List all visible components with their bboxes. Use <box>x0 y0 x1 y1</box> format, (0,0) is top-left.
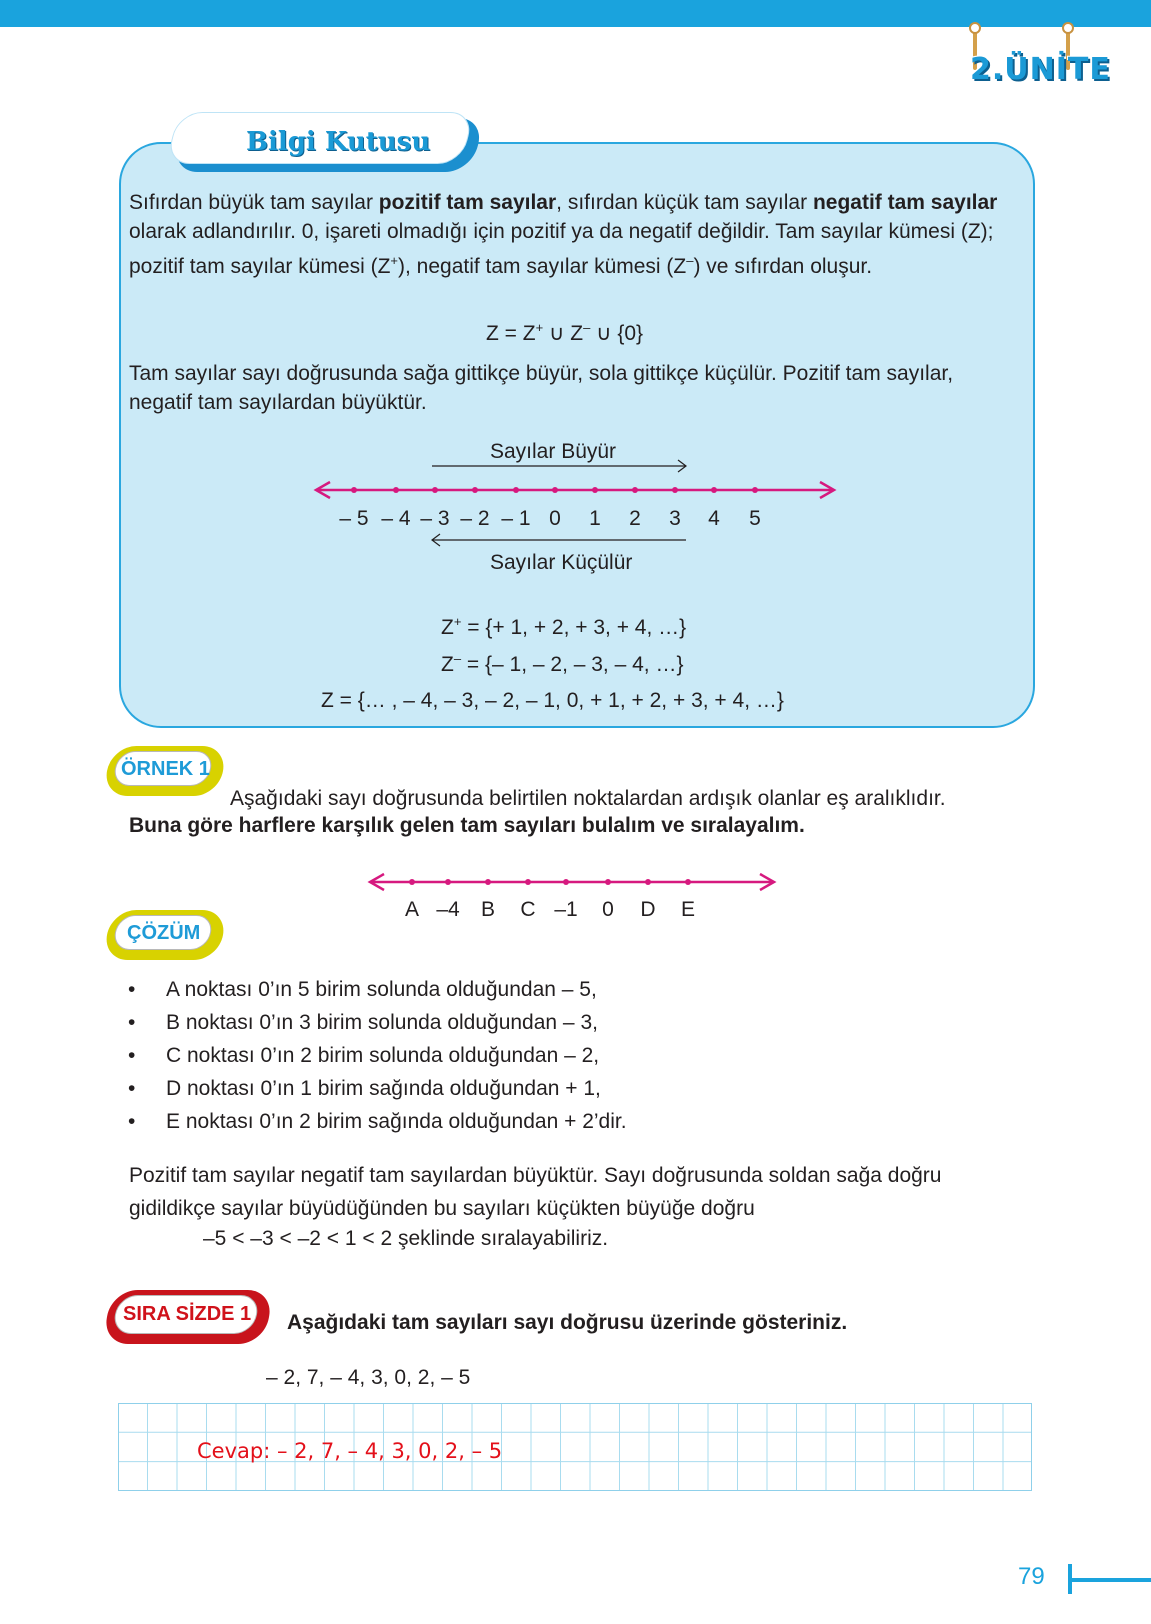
number-line-label: 0 <box>549 506 561 530</box>
number-line-label: 0 <box>602 897 614 918</box>
example-tab <box>107 746 223 796</box>
number-line-point <box>472 487 478 493</box>
info-paragraph-2: Tam sayılar sayı doğrusunda sağa gittikçe büyür, sola gittikçe küçülür. Pozitif tam sayılar, negatif tam sayılardan büyüktür. <box>129 362 954 414</box>
number-line-point <box>711 487 717 493</box>
number-line-label: E <box>680 897 696 918</box>
number-line-point <box>445 879 451 885</box>
info-box-title: Bilgi Kutusu <box>246 127 431 157</box>
number-line-label: 1 <box>589 506 601 530</box>
union-formula: Z = Z+ ∪ Z– ∪ {0} <box>486 320 644 345</box>
number-line-point <box>563 879 569 885</box>
example-line-1: Aşağıdaki sayı doğrusunda belirtilen noktalardan ardışık olanlar eş aralıklıdır. <box>230 787 946 810</box>
number-line-point <box>409 879 415 885</box>
number-line-label: – 4 <box>381 506 411 530</box>
info-number-line <box>300 432 860 582</box>
z-set: Z = {… , – 4, – 3, – 2, – 1, 0, + 1, + 2, + 3, + 4, …} <box>321 689 784 712</box>
number-line-point <box>513 487 519 493</box>
solution-tab <box>107 910 223 960</box>
number-line-label: –4 <box>436 897 460 918</box>
arrow-left-label: Sayılar Küçülür <box>490 551 633 574</box>
unit-badge-label: 2.ÜNİTE <box>970 52 1111 87</box>
solution-tab-label: ÇÖZÜM <box>127 922 201 944</box>
number-line-label: 3 <box>669 506 681 530</box>
number-line-point <box>752 487 758 493</box>
number-line-point <box>632 487 638 493</box>
number-line-point <box>351 487 357 493</box>
number-line-label: – 3 <box>420 506 450 530</box>
number-line-point <box>525 879 531 885</box>
zplus-set: Z+ = {+ 1, + 2, + 3, + 4, …} <box>441 614 687 639</box>
number-line-label: D <box>640 897 656 918</box>
number-line-label: C <box>520 897 536 918</box>
exercise-prompt: Aşağıdaki tam sayıları sayı doğrusu üzerinde gösteriniz. <box>287 1311 848 1334</box>
exercise-tab <box>107 1290 269 1344</box>
number-line-point <box>605 879 611 885</box>
info-paragraph-1: Sıfırdan büyük tam sayılar pozitif tam sayılar, sıfırdan küçük tam sayılar negatif tam sayılar olarak adlandırılır. 0, işareti olmadığı için pozitif ya da negatif değildir. Tam sayılar kümesi (Z); pozitif tam sayılar kümesi (Z+), negatif tam sayılar kümesi (Z–) ve sıfırdan oluşur. <box>129 191 998 278</box>
number-line-label: – 5 <box>339 506 369 530</box>
number-line-point <box>592 487 598 493</box>
number-line-label: – 2 <box>460 506 490 530</box>
page-number: 79 <box>1018 1563 1045 1590</box>
example-number-line <box>360 868 780 918</box>
solution-order: –5 < –3 < –2 < 1 < 2 şeklinde sıralayabiliriz. <box>203 1227 609 1250</box>
page-bar <box>1071 1578 1151 1582</box>
number-line-label: – 1 <box>501 506 531 530</box>
exercise-tab-label: SIRA SİZDE 1 <box>123 1303 252 1325</box>
number-line-point <box>552 487 558 493</box>
number-line-label: 5 <box>749 506 761 530</box>
arrow-right-label: Sayılar Büyür <box>490 440 617 463</box>
number-line-label: A <box>404 897 420 918</box>
number-line-label: –1 <box>554 897 578 918</box>
number-line-point <box>672 487 678 493</box>
number-line-point <box>393 487 399 493</box>
number-line-point <box>645 879 651 885</box>
example-line-2: Buna göre harflere karşılık gelen tam sayıları bulalım ve sıralayalım. <box>129 814 805 837</box>
number-line-point <box>685 879 691 885</box>
number-line-label: 4 <box>708 506 720 530</box>
zminus-set: Z– = {– 1, – 2, – 3, – 4, …} <box>441 651 684 676</box>
number-line-label: 2 <box>629 506 641 530</box>
exercise-numbers: – 2, 7, – 4, 3, 0, 2, – 5 <box>266 1366 471 1389</box>
answer-text: Cevap: – 2, 7, – 4, 3, 0, 2, – 5 <box>197 1439 503 1463</box>
number-line-point <box>432 487 438 493</box>
number-line-label: B <box>480 897 496 918</box>
number-line-point <box>485 879 491 885</box>
solution-paragraph: Pozitif tam sayılar negatif tam sayılardan büyüktür. Sayı doğrusunda soldan sağa doğru gidildikçe sayılar büyüdüğünden bu sayıları küçükten büyüğe doğru <box>129 1164 942 1220</box>
info-box-tab <box>172 112 482 174</box>
unit-badge <box>970 26 1120 96</box>
example-tab-label: ÖRNEK 1 <box>121 758 210 780</box>
